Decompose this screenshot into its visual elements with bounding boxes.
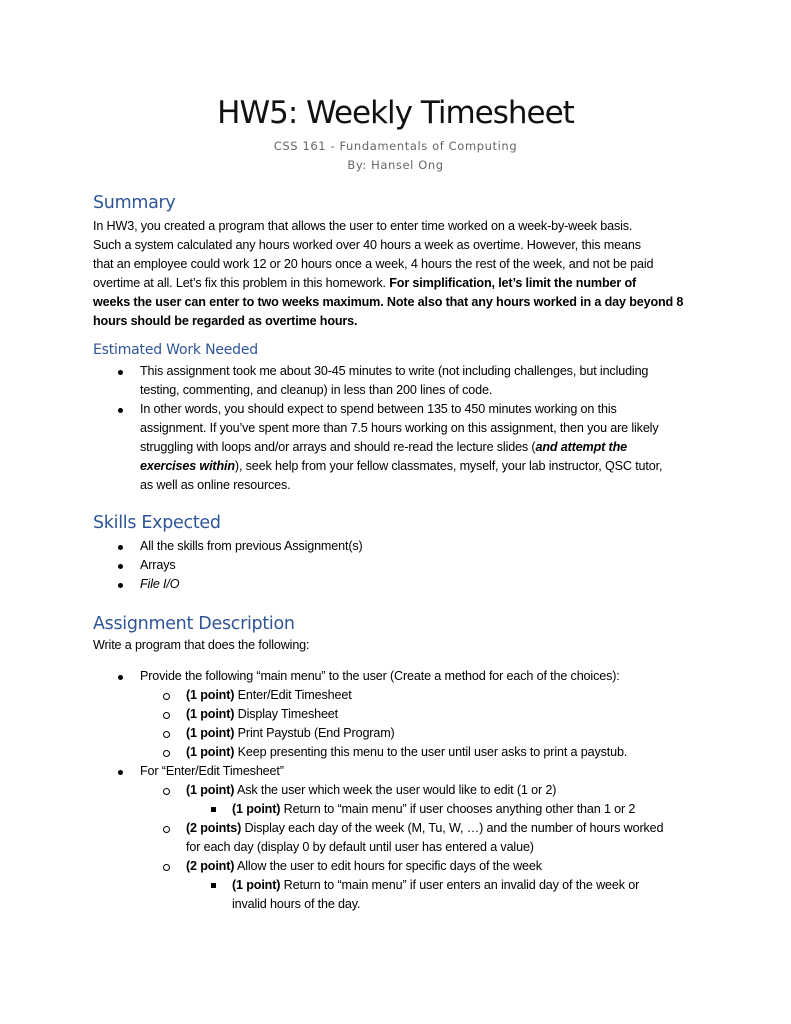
substep-text: Return to “main menu” if user chooses anything other than 1 or 2 [280, 802, 636, 816]
main-menu-item: Provide the following “main menu” to the user (Create a method for each of the choices): [140, 669, 620, 683]
bullet-icon [118, 770, 123, 775]
points-label: (1 point) [232, 802, 281, 816]
step-line [186, 819, 706, 838]
enter-edit-substep [232, 876, 712, 914]
bullet-icon [118, 408, 123, 413]
summary-line [93, 274, 705, 293]
summary-line: hours should be regarded as overtime hours. [93, 314, 358, 328]
substep-line: invalid hours of the day. [232, 897, 361, 911]
summary-line: that an employee could work 12 or 20 hours once a week, 4 hours the rest of the week, and not be paid [93, 257, 654, 271]
item-emphasis: and attempt the [535, 440, 627, 454]
summary-bold-text: For simplification, let’s limit the number of [389, 276, 637, 290]
skill-item: Arrays [140, 558, 176, 572]
bullet-icon [118, 370, 123, 375]
substep-line [232, 876, 712, 895]
points-label: (1 point) [232, 878, 281, 892]
item-emphasis: exercises within [140, 459, 235, 473]
step-text: Display each day of the week (M, Tu, W, …) and the number of hours worked [241, 821, 664, 835]
choice-text: Display Timesheet [234, 707, 339, 721]
points-label: (1 point) [186, 707, 235, 721]
summary-line: Such a system calculated any hours worked over 40 hours a week as overtime. However, this means [93, 238, 641, 252]
menu-choice [186, 686, 352, 705]
points-label: (1 point) [186, 783, 235, 797]
skill-item: All the skills from previous Assignment(s) [140, 539, 363, 553]
square-bullet-icon [211, 807, 216, 812]
step-text: Ask the user which week the user would like to edit (1 or 2) [234, 783, 557, 797]
summary-paragraph [93, 217, 705, 331]
item-text: struggling with loops and/or arrays and should re-read the lecture slides ( [140, 440, 536, 454]
item-line: This assignment took me about 30-45 minutes to write (not including challenges, but including [140, 364, 649, 378]
menu-choice [186, 705, 338, 724]
points-label: (1 point) [186, 745, 235, 759]
circle-bullet-icon [163, 788, 170, 795]
document-title: HW5: Weekly Timesheet [217, 95, 574, 131]
points-label: (2 points) [186, 821, 242, 835]
enter-edit-step [186, 819, 706, 857]
summary-line: weeks the user can enter to two weeks maximum. Note also that any hours worked in a day beyond 8 [93, 295, 684, 309]
bullet-icon [118, 545, 123, 550]
item-line: as well as online resources. [140, 478, 291, 492]
author-line: By: Hansel Ong [347, 158, 444, 172]
enter-edit-item: For “Enter/Edit Timesheet” [140, 764, 284, 778]
circle-bullet-icon [163, 712, 170, 719]
choice-text: Print Paystub (End Program) [234, 726, 395, 740]
estimated-work-heading: Estimated Work Needed [93, 342, 258, 358]
enter-edit-step [186, 857, 542, 876]
estimated-work-item [140, 362, 710, 400]
circle-bullet-icon [163, 826, 170, 833]
skill-item: File I/O [140, 577, 180, 591]
square-bullet-icon [211, 883, 216, 888]
circle-bullet-icon [163, 731, 170, 738]
bullet-icon [118, 564, 123, 569]
circle-bullet-icon [163, 750, 170, 757]
assignment-intro: Write a program that does the following: [93, 638, 310, 652]
item-line [140, 438, 710, 457]
item-line: testing, commenting, and cleanup) in less than 200 lines of code. [140, 383, 493, 397]
item-line: In other words, you should expect to spend between 135 to 450 minutes working on this [140, 402, 617, 416]
substep-text: Return to “main menu” if user enters an invalid day of the week or [280, 878, 640, 892]
estimated-work-item [140, 400, 710, 495]
summary-heading: Summary [93, 193, 176, 213]
bullet-icon [118, 583, 123, 588]
item-line [140, 457, 710, 476]
step-line: for each day (display 0 by default until user has entered a value) [186, 840, 534, 854]
course-subtitle: CSS 161 - Fundamentals of Computing [273, 139, 518, 153]
menu-choice [186, 743, 627, 762]
enter-edit-substep [232, 800, 635, 819]
points-label: (1 point) [186, 726, 235, 740]
summary-line: In HW3, you created a program that allows the user to enter time worked on a week-by-week basis. [93, 219, 633, 233]
menu-choice [186, 724, 395, 743]
choice-text: Keep presenting this menu to the user until user asks to print a paystub. [234, 745, 628, 759]
points-label: (2 point) [186, 859, 235, 873]
item-text: ), seek help from your fellow classmates, myself, your lab instructor, QSC tutor, [234, 459, 663, 473]
skills-heading: Skills Expected [93, 513, 221, 533]
enter-edit-step [186, 781, 556, 800]
points-label: (1 point) [186, 688, 235, 702]
step-text: Allow the user to edit hours for specific days of the week [234, 859, 542, 873]
item-line: assignment. If you’ve spent more than 7.5 hours working on this assignment, then you are likely [140, 421, 659, 435]
circle-bullet-icon [163, 693, 170, 700]
circle-bullet-icon [163, 864, 170, 871]
bullet-icon [118, 675, 123, 680]
choice-text: Enter/Edit Timesheet [234, 688, 352, 702]
assignment-heading: Assignment Description [93, 614, 295, 634]
summary-text: overtime at all. Let’s fix this problem in this homework. [93, 276, 390, 290]
